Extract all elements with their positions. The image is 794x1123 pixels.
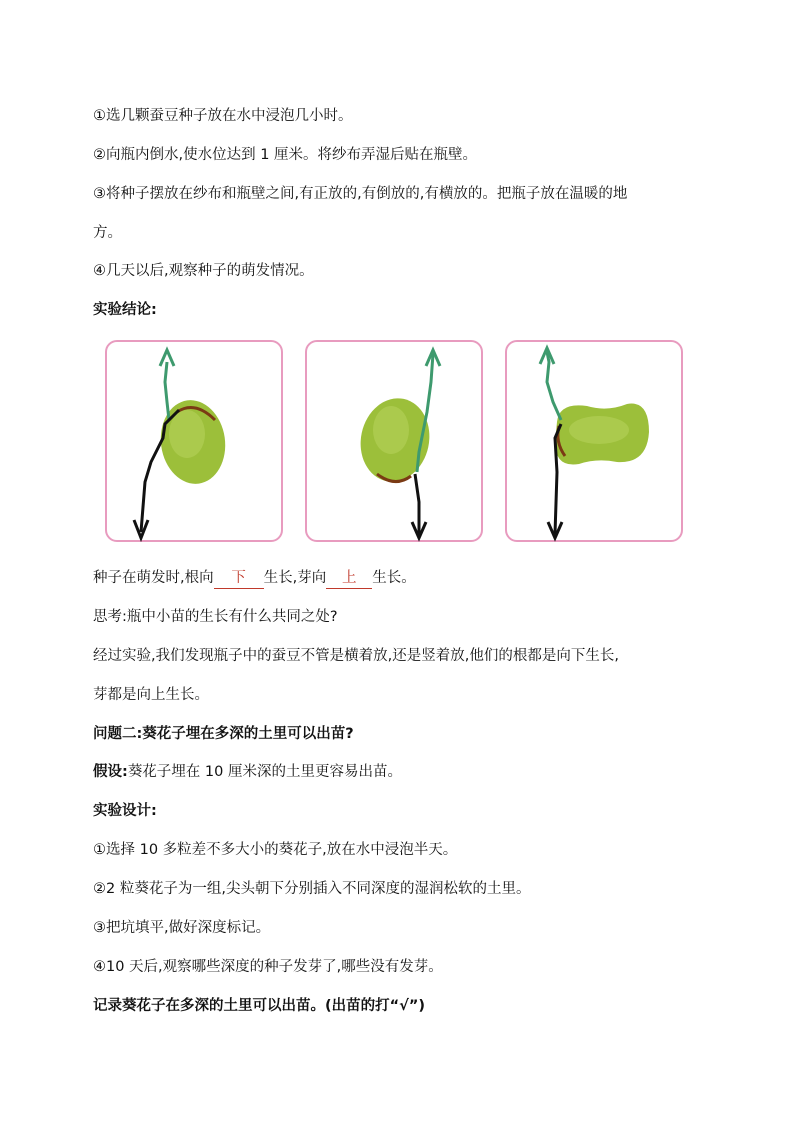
hypothesis-text: 葵花子埋在 10 厘米深的土里更容易出苗。: [127, 764, 402, 780]
bean-highlight: [373, 406, 409, 454]
fill-part-3: 生长。: [372, 570, 416, 586]
conclusion-heading: 实验结论:: [93, 302, 157, 318]
hypothesis: [93, 762, 402, 782]
step-4: ④几天以后,观察种子的萌发情况。: [93, 263, 314, 279]
step-3: ③将种子摆放在纱布和瓶壁之间,有正放的,有倒放的,有横放的。把瓶子放在温暖的地: [93, 186, 628, 202]
design-step-3: ③把坑填平,做好深度标记。: [93, 920, 271, 936]
shoot-line: [165, 362, 169, 420]
record-heading: 记录葵花子在多深的土里可以出苗。(出苗的打“√”): [93, 998, 425, 1014]
think-answer-2: 芽都是向上生长。: [93, 687, 209, 703]
design-heading: 实验设计:: [93, 803, 157, 819]
answer-blank-root: 下: [214, 568, 264, 589]
fill-part-1: 种子在萌发时,根向: [93, 570, 214, 586]
germination-figure: [93, 332, 697, 550]
think-answer-1: 经过实验,我们发现瓶子中的蚕豆不管是横着放,还是竖着放,他们的根都是向下生长,: [93, 648, 619, 664]
panel-upright: [105, 340, 283, 542]
fill-part-2: 生长,芽向: [263, 570, 327, 586]
bean-horizontal-illustration: [507, 342, 685, 544]
design-step-2: ②2 粒葵花子为一组,尖头朝下分别插入不同深度的湿润松软的土里。: [93, 881, 531, 897]
fill-in-sentence: [93, 568, 416, 589]
bean-highlight: [569, 416, 629, 444]
panel-horizontal: [505, 340, 683, 542]
hypothesis-label: 假设:: [93, 764, 128, 780]
design-step-1: ①选择 10 多粒差不多大小的葵花子,放在水中浸泡半天。: [93, 842, 458, 858]
think-question: 思考:瓶中小苗的生长有什么共同之处?: [93, 609, 338, 625]
design-step-4: ④10 天后,观察哪些深度的种子发芽了,哪些没有发芽。: [93, 959, 443, 975]
answer-blank-shoot: 上: [326, 568, 372, 589]
step-2: ②向瓶内倒水,使水位达到 1 厘米。将纱布弄湿后贴在瓶壁。: [93, 147, 478, 163]
bean-inverted-illustration: [307, 342, 485, 544]
step-1: ①选几颗蚕豆种子放在水中浸泡几小时。: [93, 108, 353, 124]
bean-highlight: [169, 410, 205, 458]
question-2-heading: 问题二:葵花子埋在多深的土里可以出苗?: [93, 726, 354, 742]
panel-inverted: [305, 340, 483, 542]
step-3-cont: 方。: [93, 225, 122, 241]
bean-upright-illustration: [107, 342, 285, 544]
